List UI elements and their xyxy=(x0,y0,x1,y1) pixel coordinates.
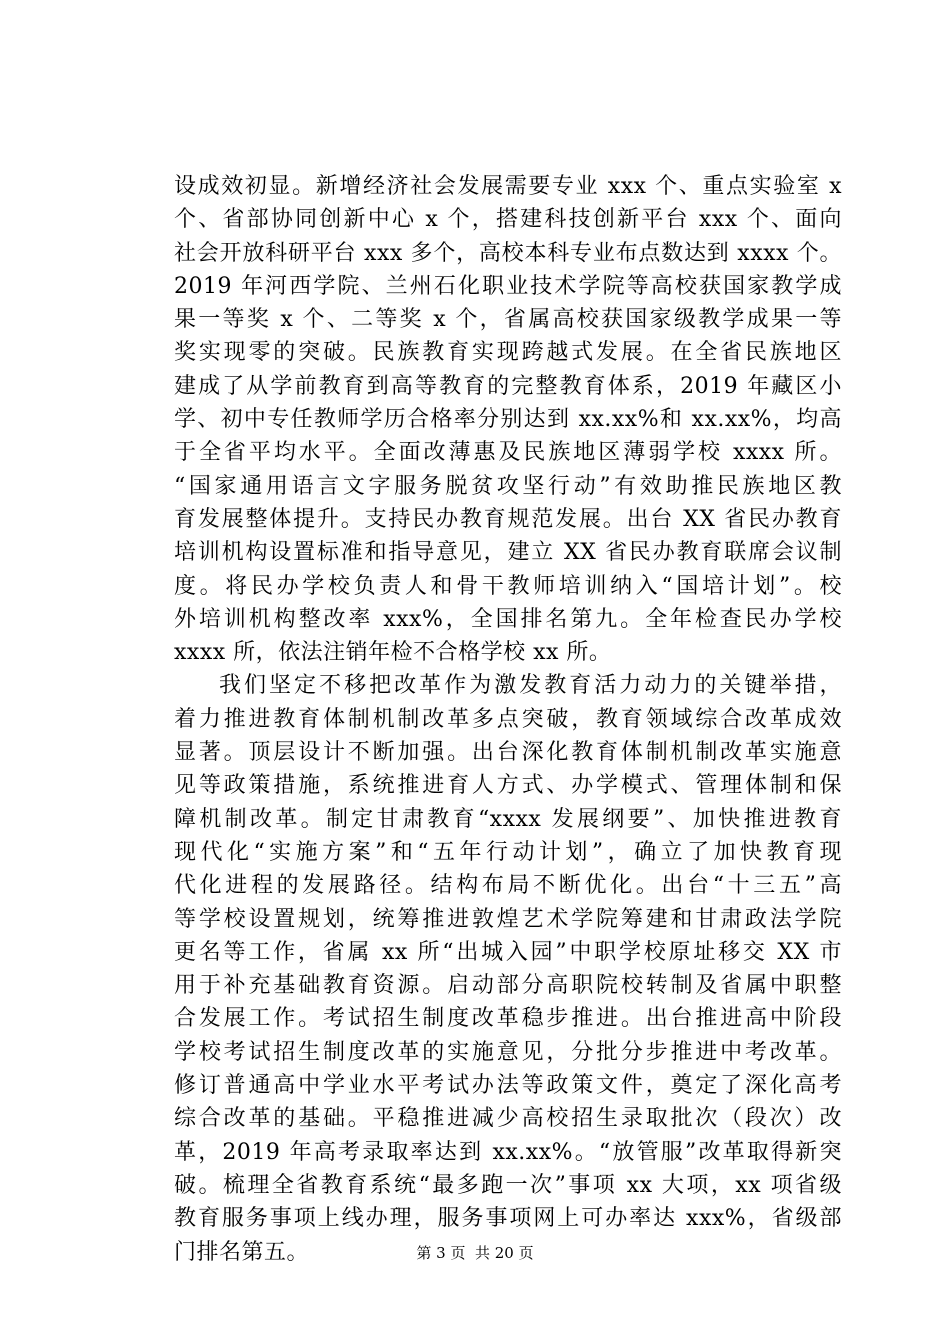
text-line: 社会开放科研平台 xxx 多个，高校本科专业布点数达到 xxxx 个。 xyxy=(174,240,842,266)
text-line: 显著。顶层设计不断加强。出台深化教育体制机制改革实施意 xyxy=(174,740,842,766)
body-text xyxy=(174,170,842,1269)
text-line: 合发展工作。考试招生制度改革稳步推进。出台推进高中阶段 xyxy=(174,1006,842,1032)
text-line: 门排名第五。 xyxy=(174,1239,310,1265)
paragraph xyxy=(174,669,842,1268)
text-line: 学、初中专任教师学历合格率分别达到 xx.xx%和 xx.xx%，均高 xyxy=(174,407,842,433)
text-line: 设成效初显。新增经济社会发展需要专业 xxx 个、重点实验室 x xyxy=(174,174,842,199)
text-line: 2019 年河西学院、兰州石化职业技术学院等高校获国家教学成 xyxy=(174,273,842,299)
text-line: 度。将民办学校负责人和骨干教师培训纳入“国培计划”。校 xyxy=(174,573,842,599)
paragraph xyxy=(174,170,842,669)
text-line: 革，2019 年高考录取率达到 xx.xx%。“放管服”改革取得新突 xyxy=(174,1139,842,1165)
text-line: 现代化“实施方案”和“五年行动计划”，确立了加快教育现 xyxy=(174,839,842,865)
text-line: 综合改革的基础。平稳推进减少高校招生录取批次（段次）改 xyxy=(174,1106,842,1132)
text-line: 更名等工作，省属 xx 所“出城入园”中职学校原址移交 XX 市 xyxy=(174,939,842,965)
page-number-label: 第 3 页 共 20 页 xyxy=(416,1244,534,1262)
text-line: 等学校设置规划，统筹推进敦煌艺术学院筹建和甘肃政法学院 xyxy=(174,906,842,932)
text-line: 障机制改革。制定甘肃教育“xxxx 发展纲要”、加快推进教育 xyxy=(174,806,842,832)
text-line: “国家通用语言文字服务脱贫攻坚行动”有效助推民族地区教 xyxy=(174,473,842,499)
text-line: 培训机构设置标准和指导意见，建立 XX 省民办教育联席会议制 xyxy=(174,540,842,566)
text-line: xxxx 所，依法注销年检不合格学校 xx 所。 xyxy=(174,640,612,666)
text-line: 我们坚定不移把改革作为激发教育活力动力的关键举措， xyxy=(219,673,842,699)
text-line: 教育服务事项上线办理，服务事项网上可办率达 xxx%，省级部 xyxy=(174,1206,842,1232)
text-line: 建成了从学前教育到高等教育的完整教育体系，2019 年藏区小 xyxy=(174,373,842,399)
text-line: 用于补充基础教育资源。启动部分高职院校转制及省属中职整 xyxy=(174,973,842,999)
text-line: 外培训机构整改率 xxx%，全国排名第九。全年检查民办学校 xyxy=(174,606,842,632)
text-line: 果一等奖 x 个、二等奖 x 个，省属高校获国家级教学成果一等 xyxy=(174,307,842,333)
page-footer xyxy=(0,1243,950,1263)
text-line: 见等政策措施，系统推进育人方式、办学模式、管理体制和保 xyxy=(174,773,842,799)
text-line: 代化进程的发展路径。结构布局不断优化。出台“十三五”高 xyxy=(174,873,842,899)
text-line: 育发展整体提升。支持民办教育规范发展。出台 XX 省民办教育 xyxy=(174,506,843,532)
text-line: 个、省部协同创新中心 x 个，搭建科技创新平台 xxx 个、面向 xyxy=(174,207,842,233)
text-line: 着力推进教育体制机制改革多点突破，教育领域综合改革成效 xyxy=(174,706,842,732)
text-line: 破。梳理全省教育系统“最多跑一次”事项 xx 大项，xx 项省级 xyxy=(174,1172,842,1198)
text-line: 奖实现零的突破。民族教育实现跨越式发展。在全省民族地区 xyxy=(174,340,842,366)
text-line: 修订普通高中学业水平考试办法等政策文件，奠定了深化高考 xyxy=(174,1073,842,1099)
text-line: 于全省平均水平。全面改薄惠及民族地区薄弱学校 xxxx 所。 xyxy=(174,440,842,466)
text-line: 学校考试招生制度改革的实施意见，分批分步推进中考改革。 xyxy=(174,1039,842,1065)
